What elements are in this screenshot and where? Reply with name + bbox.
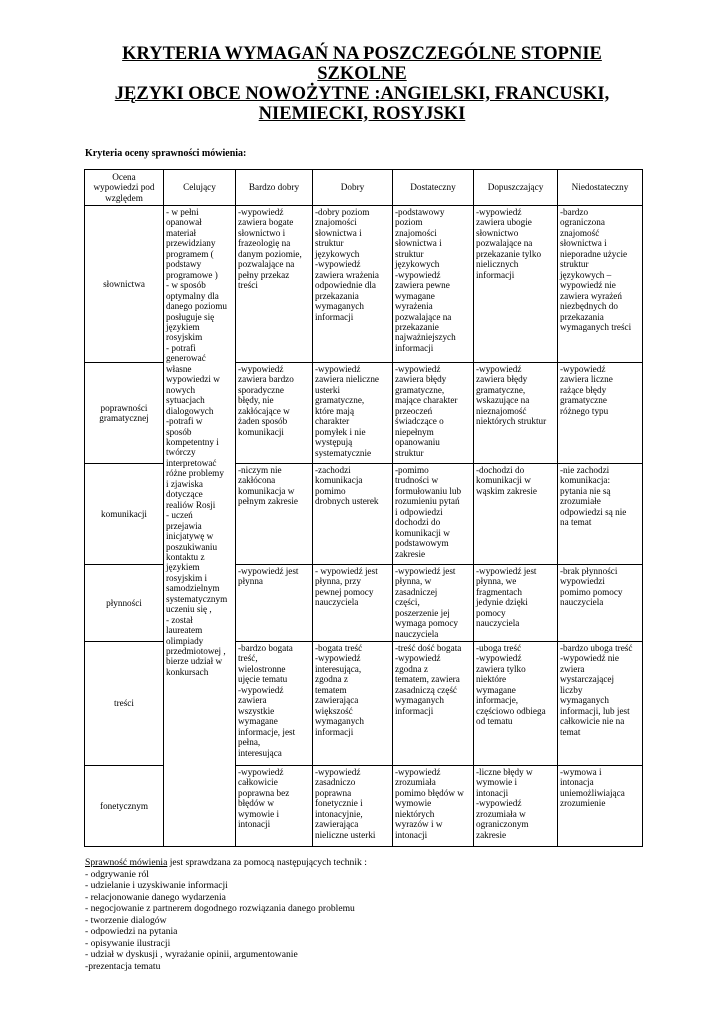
section-heading: Kryteria oceny sprawności mówienia: — [85, 148, 247, 159]
list-item: - tworzenie dialogów — [85, 914, 167, 926]
techniques-notes — [85, 857, 367, 972]
notes-lead-text: jest sprawdzana za pomocą następujących technik : — [167, 857, 367, 868]
table-cell: - wypowiedź jest płynna, przy pewnej pomocy nauczyciela — [313, 565, 393, 642]
list-item: - odgrywanie ról — [85, 868, 149, 880]
header-dopuszczajacy: Dopuszczający — [474, 170, 558, 206]
list-item: - relacjonowanie danego wydarzenia — [85, 891, 226, 903]
header-criterion: Ocena wypowiedzi pod względem — [85, 170, 164, 206]
table-cell: -nie zachodzi komunikacja: pytania nie są zrozumiałe odpowiedzi są nie na temat — [558, 464, 643, 565]
notes-lead — [85, 857, 367, 869]
table-cell: -wypowiedź jest płynna — [236, 565, 313, 642]
header-celujacy: Celujący — [164, 170, 236, 206]
row-criterion: komunikacji — [85, 464, 164, 565]
table-cell: -wypowiedź całkowicie poprawna bez błędów w wymowie i intonacji — [236, 766, 313, 847]
list-item: - odpowiedzi na pytania — [85, 926, 178, 937]
table-cell: -wypowiedź zawiera ubogie słownictwo pozwalające na przekazanie tylko nielicznych informacji — [474, 206, 558, 363]
table-cell: -wypowiedź jest płynna, we fragmentach jedynie dzięki pomocy nauczyciela — [474, 565, 558, 642]
table-cell: -uboga treść -wypowiedź zawiera tylko niektóre wymagane informacje, częściowo odbiega od tematu — [474, 642, 558, 766]
page-title — [60, 44, 664, 124]
table-cell: -bardzo bogata treść, wielostronne ujęcie tematu -wypowiedź zawiera wszystkie wymagane informacje, jest pełna, interesująca — [236, 642, 313, 766]
row-criterion: fonetycznym — [85, 766, 164, 847]
celujacy-cell: - w pełni opanował materiał przewidziany programem ( podstawy programowe ) - w sposób optymalny dla danego poziomu posługuje się językiem rosyjskim - potrafi generować własne wypowiedzi w nowych sytuacjach dialogowych -potrafi w sposób kompetentny i twórczy interpretować różne problemy i zjawiska dotyczące realiów Rosji - uczeń przejawia inicjatywę w poszukiwaniu kontaktu z językiem rosyjskim i samodzielnym systematycznym uczeniu się , - został laureatem olimpiady przedmiotowej , bierze udział w konkursach — [164, 206, 236, 847]
table-cell: -bardzo ograniczona znajomość słownictwa i nieporadne użycie struktur językowych – wypowiedź nie zawiera wyrażeń niezbędnych do przekazania wymaganych treści — [558, 206, 643, 363]
header-dostateczny: Dostateczny — [393, 170, 474, 206]
list-item: - negocjowanie z partnerem dogodnego rozwiązania danego problemu — [85, 903, 355, 914]
table-cell: -wypowiedź zasadniczo poprawna fonetycznie i intonacyjnie, zawierająca nieliczne usterki — [313, 766, 393, 847]
table-cell: -wypowiedź zrozumiała pomimo błędów w wymowie niektórych wyrazów i w intonacji — [393, 766, 474, 847]
table-cell: -wymowa i intonacja uniemożliwiająca zrozumienie — [558, 766, 643, 847]
list-item: - opisywanie ilustracji — [85, 937, 171, 949]
title-line: NIEMIECKI, ROSYJSKI — [258, 104, 466, 124]
table-cell: -wypowiedź zawiera błędy gramatyczne, mające charakter przeoczeń świadczące o niepełnym opanowaniu struktur — [393, 363, 474, 464]
table-cell: -bardzo uboga treść -wypowiedź nie zwiera wystarczającej liczby wymaganych informacji, lub jest całkowicie nie na temat — [558, 642, 643, 766]
row-criterion: słownictwa — [85, 206, 164, 363]
table-cell: -niczym nie zakłócona komunikacja w pełnym zakresie — [236, 464, 313, 565]
table-cell: -wypowiedź zawiera bardzo sporadyczne błędy, nie zakłócające w żaden sposób komunikacji — [236, 363, 313, 464]
list-item: - udzielanie i uzyskiwanie informacji — [85, 880, 228, 891]
row-criterion: poprawności gramatycznej — [85, 363, 164, 464]
table-cell: -zachodzi komunikacja pomimo drobnych usterek — [313, 464, 393, 565]
table-row — [85, 206, 643, 363]
criteria-table — [84, 169, 643, 847]
table-cell: -wypowiedź zawiera błędy gramatyczne, wskazujące na nieznajomość niektórych struktur — [474, 363, 558, 464]
row-criterion: płynności — [85, 565, 164, 642]
row-criterion: treści — [85, 642, 164, 766]
header-niedostateczny: Niedostateczny — [558, 170, 643, 206]
list-item: - udział w dyskusji , wyrażanie opinii, argumentowanie — [85, 949, 298, 960]
table-cell: -pomimo trudności w formułowaniu lub rozumieniu pytań i odpowiedzi dochodzi do komunikacji w podstawowym zakresie — [393, 464, 474, 565]
header-dobry: Dobry — [313, 170, 393, 206]
table-header-row — [85, 170, 643, 206]
table-cell: -treść dość bogata -wypowiedź zgodna z tematem, zawiera zasadniczą część wymaganych informacji — [393, 642, 474, 766]
title-line: SZKOLNE — [317, 64, 407, 84]
table-cell: -wypowiedź zawiera liczne rażące błędy gramatyczne różnego typu — [558, 363, 643, 464]
title-line: KRYTERIA WYMAGAŃ NA POSZCZEGÓLNE STOPNIE — [122, 44, 602, 64]
notes-lead-underlined: Sprawność mówienia — [85, 857, 168, 868]
list-item: -prezentacja tematu — [85, 960, 161, 972]
header-bardzo-dobry: Bardzo dobry — [236, 170, 313, 206]
table-cell: -brak płynności wypowiedzi pomimo pomocy nauczyciela — [558, 565, 643, 642]
table-cell: -wypowiedź jest płynna, w zasadniczej części, poszerzenie jej wymaga pomocy nauczyciela — [393, 565, 474, 642]
table-cell: -wypowiedź zawiera bogate słownictwo i frazeologię na danym poziomie, pozwalające na pełny przekaz treści — [236, 206, 313, 363]
table-cell: -bogata treść -wypowiedź interesująca, zgodna z tematem zawierająca większość wymaganych informacji — [313, 642, 393, 766]
table-cell: -dochodzi do komunikacji w wąskim zakresie — [474, 464, 558, 565]
table-cell: -dobry poziom znajomości słownictwa i struktur językowych -wypowiedź zawiera wrażenia odpowiednie dla przekazania wymaganych informacji — [313, 206, 393, 363]
table-cell: -wypowiedź zawiera nieliczne usterki gramatyczne, które mają charakter pomyłek i nie występują systematycznie — [313, 363, 393, 464]
table-cell: -liczne błędy w wymowie i intonacji -wypowiedź zrozumiała w ograniczonym zakresie — [474, 766, 558, 847]
table-cell: -podstawowy poziom znajomości słownictwa i struktur językowych -wypowiedź zawiera pewne wymagane wyrażenia pozwalające na przekazanie najważniejszych informacji — [393, 206, 474, 363]
title-line: JĘZYKI OBCE NOWOŻYTNE :ANGIELSKI, FRANCUSKI, — [114, 84, 610, 104]
